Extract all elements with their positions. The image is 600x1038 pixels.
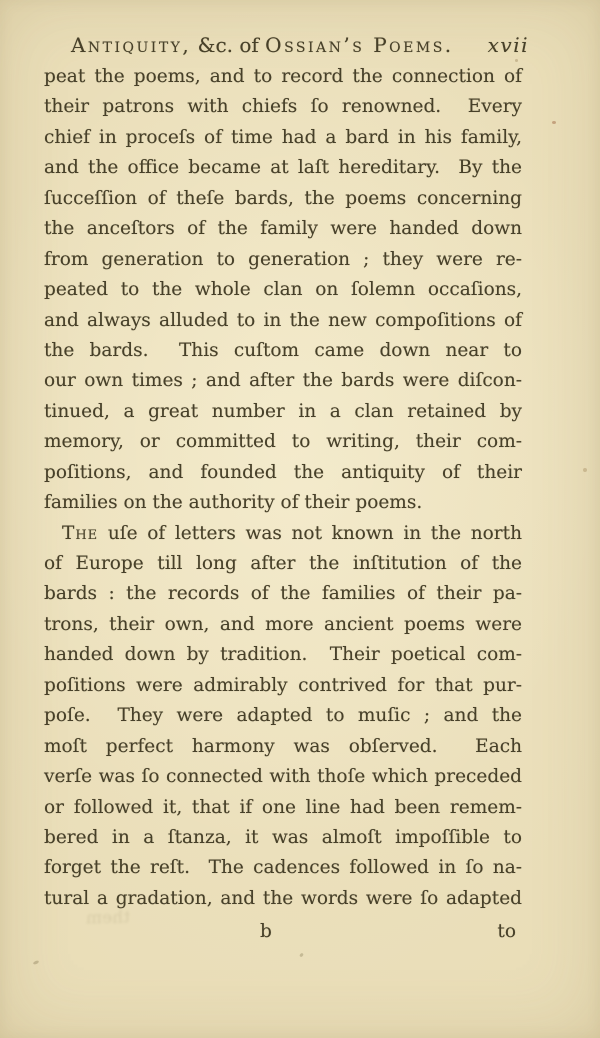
text-line: tinued, a great number in a clan retained by (44, 400, 522, 422)
text-line: bards : the records of the families of their pa- (44, 583, 522, 605)
show-through-text: them (85, 907, 131, 929)
text-line: The uſe of letters was not known in the north (62, 522, 522, 544)
paper-speck (515, 59, 518, 62)
catchword: to (497, 921, 516, 942)
signature-mark: b (260, 921, 272, 942)
text-line: poſe. They were adapted to muſic ; and the (44, 705, 522, 727)
text-line: families on the authority of their poems. (44, 492, 423, 514)
text-line: poſitions were admirably contrived for that pur- (44, 674, 522, 696)
text-line: bered in a ſtanza, it was almoſt impoſſible to (44, 826, 522, 848)
text-line: forget the reſt. The cadences followed in ſo na- (44, 857, 522, 879)
text-line: tural a gradation, and the words were ſo adapted (44, 887, 522, 909)
page-text (44, 66, 522, 918)
text-line: and always alluded to in the new compoſitions of (44, 309, 522, 331)
running-header (0, 33, 600, 57)
text-line: the bards. This cuſtom came down near to (44, 339, 522, 361)
header-title-poems: Poems. (373, 33, 454, 57)
text-line: and the office became at laſt hereditary. By the (44, 157, 522, 179)
text-line: the anceſtors of the family were handed down (44, 218, 522, 240)
text-line: handed down by tradition. Their poetical com- (44, 644, 522, 666)
text-line: verſe was ſo connected with thoſe which preceded (44, 766, 522, 788)
text-line: memory, or committed to writing, their com- (44, 431, 522, 453)
paper-speck (552, 121, 556, 124)
page-number: xvii (487, 33, 530, 57)
text-line: moſt perfect harmony was obſerved. Each (44, 735, 522, 757)
paper-speck (299, 953, 304, 958)
text-line: or followed it, that if one line had been remem- (44, 796, 522, 818)
header-title-ossians: Ossian’s (265, 33, 374, 57)
text-line: from generation to generation ; they were re- (44, 248, 522, 270)
text-line: peated to the whole clan on ſolemn occaſions, (44, 279, 522, 301)
text-line: their patrons with chiefs ſo renowned. Every (44, 96, 522, 118)
text-line: poſitions, and founded the antiquity of their (44, 461, 522, 483)
header-title-antiquity: Antiquity, (70, 33, 192, 57)
header-title-etc-of: &c. of (191, 33, 266, 57)
paper-speck (583, 468, 587, 472)
paper-speck (33, 960, 40, 965)
text-line: chief in proceſs of time had a bard in his family, (44, 126, 522, 148)
text-line: peat the poems, and to record the connection of (44, 66, 522, 87)
text-line: trons, their own, and more ancient poems were (44, 613, 522, 635)
text-line: ſucceſſion of theſe bards, the poems concerning (44, 187, 522, 209)
text-line: our own times ; and after the bards were diſcon- (44, 370, 522, 392)
text-line: of Europe till long after the inſtitution of the (44, 553, 522, 574)
small-caps-lead: The (62, 522, 99, 544)
